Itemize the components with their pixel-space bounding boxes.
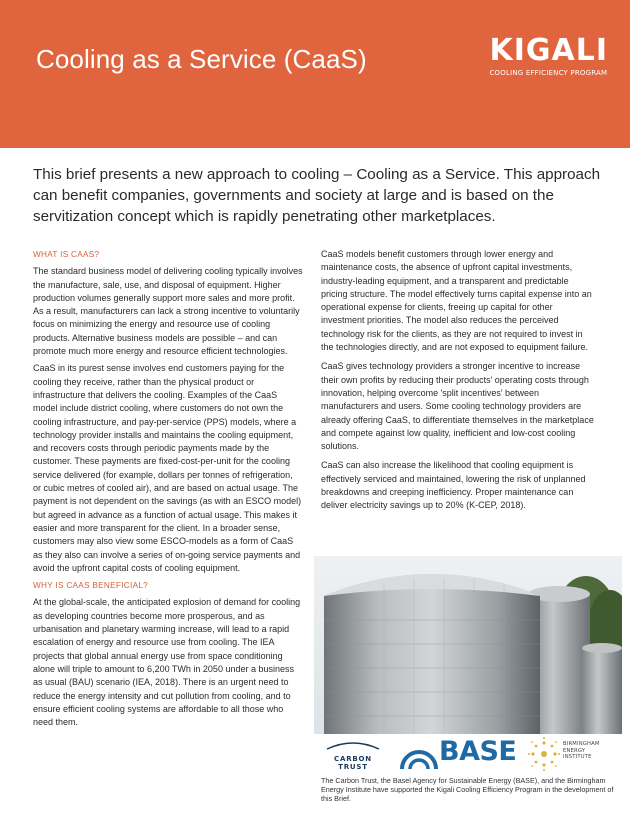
storage-tanks-image bbox=[314, 556, 622, 734]
body-paragraph: CaaS in its purest sense involves end customers paying for the cooling they receive, rather than the physical product or infrastructure that delivers the cooling. Examples of the CaaS model include district cooling, where customers do not own the cooling infrastructure, and pay-per-service (PPS) models, where a technology provider installs and maintains the cooling equipment, and recovers costs through periodic payments made by the customer. These payments are fixed-cost-per-unit for the cooling service delivered (for example, dollars per tonnes of refrigeration, or cubic metres of cooled air), and are based on actual usage. The payment is not dependent on the savings (as with an ESCO model) but agreed in advance as a function of actual usage. This makes it easier and more transparent for the client. In a broader sense, customers may also view some ESCO-models as a form of CaaS as they also can involve a series of on-going service payments and avoid the upfront capital costs of cooling equipment. bbox=[33, 363, 302, 573]
right-column bbox=[321, 248, 597, 519]
bei-wordmark bbox=[563, 741, 600, 761]
partners-caption: The Carbon Trust, the Basel Agency for Sustainable Energy (BASE), and the Birmingham Energy Institute have supported the Kigali Cooling Efficiency Program in the development of this Brief. bbox=[321, 776, 614, 804]
carbon-trust-word-2: TRUST bbox=[338, 763, 368, 771]
kigali-logo bbox=[489, 33, 608, 77]
base-arc-icon bbox=[399, 735, 439, 773]
brand-subtitle: COOLING EFFICIENCY PROGRAM bbox=[489, 69, 608, 77]
body-paragraph: CaaS models benefit customers through lower energy and maintenance costs, the absence of upfront capital investments, industry-leading equipment, and a transparent and predictable pricing structure. The model effectively turns capital expense into an operational expense for clients, freeing up capital for other investment priorities. The model also reduces the perceived technology risk for the clients, as they are not required to invest in the technologies directly, and are not exposed to equipment failure. bbox=[321, 249, 592, 353]
base-wordmark: BASE bbox=[439, 736, 517, 767]
intro-paragraph: This brief presents a new approach to cooling – Cooling as a Service. This approach can benefit companies, governments and society at large and is based on the servitization concept which is rapidly penetrating other marketplaces. bbox=[33, 166, 601, 225]
storage-tanks-photo bbox=[314, 556, 622, 734]
sun-burst-icon bbox=[527, 735, 561, 773]
page-title: Cooling as a Service (CaaS) bbox=[36, 44, 367, 74]
carbon-trust-word-1: CARBON bbox=[334, 755, 372, 763]
body-paragraph: At the global-scale, the anticipated explosion of demand for cooling as developing countries become more prosperous, and as urbanisation and planetary warming increase, will lead to a rapid escalation of energy and resource use from cooling. The IEA projects that global annual energy use from space conditioning alone will triple to amount to 6,200 TWh in 2050 under a business as usual (BAU) scenario (IEA, 2018). There is an urgent need to reduce the energy intensity and cut pollution from cooling, and to ensure efficient cooling systems are affordable to all those who need them. bbox=[33, 597, 301, 728]
birmingham-energy-institute-logo bbox=[527, 735, 623, 773]
base-logo bbox=[399, 735, 517, 773]
bei-word-3: INSTITUTE bbox=[563, 754, 592, 760]
partner-logos bbox=[321, 735, 621, 773]
body-paragraph: CaaS can also increase the likelihood that cooling equipment is effectively serviced and maintained, lowering the risk of unplanned breakdowns and creeping inefficiency. Proper maintenance can deliver electricity savings up to 20% (K-CEP, 2018). bbox=[321, 460, 586, 511]
body-paragraph: The standard business model of delivering cooling typically involves the manufacture, sale, use, and disposal of equipment. Higher production volumes generally support more sales and more profit. As a result, manufacturers can lack a strong incentive to voluntarily focus on minimizing the energy and resource use of cooling products. Alternative business models are possible – and can promote much more energy and resource efficient technologies. bbox=[33, 266, 303, 357]
bei-word-2: ENERGY bbox=[563, 747, 586, 754]
carbon-trust-logo bbox=[321, 737, 385, 771]
bei-word-1: BIRMINGHAM bbox=[563, 741, 600, 747]
body-paragraph: CaaS gives technology providers a stronger incentive to increase their own profits by reducing their products' operating costs through innovation, helping overcome 'split incentives' between manufacturers and users. Some cooling technology providers are already offering CaaS, to differentiate themselves in the marketplace and compete against low quality, inefficient and low-cost cooling solutions. bbox=[321, 361, 594, 452]
carbon-trust-arc-icon bbox=[321, 740, 385, 750]
section-heading-why-beneficial: WHY IS CAAS BENEFICIAL? bbox=[33, 581, 149, 591]
brand-name: KIGALI bbox=[489, 33, 608, 68]
section-heading-what-is-caas: WHAT IS CAAS? bbox=[33, 250, 100, 259]
left-column bbox=[33, 248, 303, 733]
header-banner bbox=[0, 0, 630, 148]
